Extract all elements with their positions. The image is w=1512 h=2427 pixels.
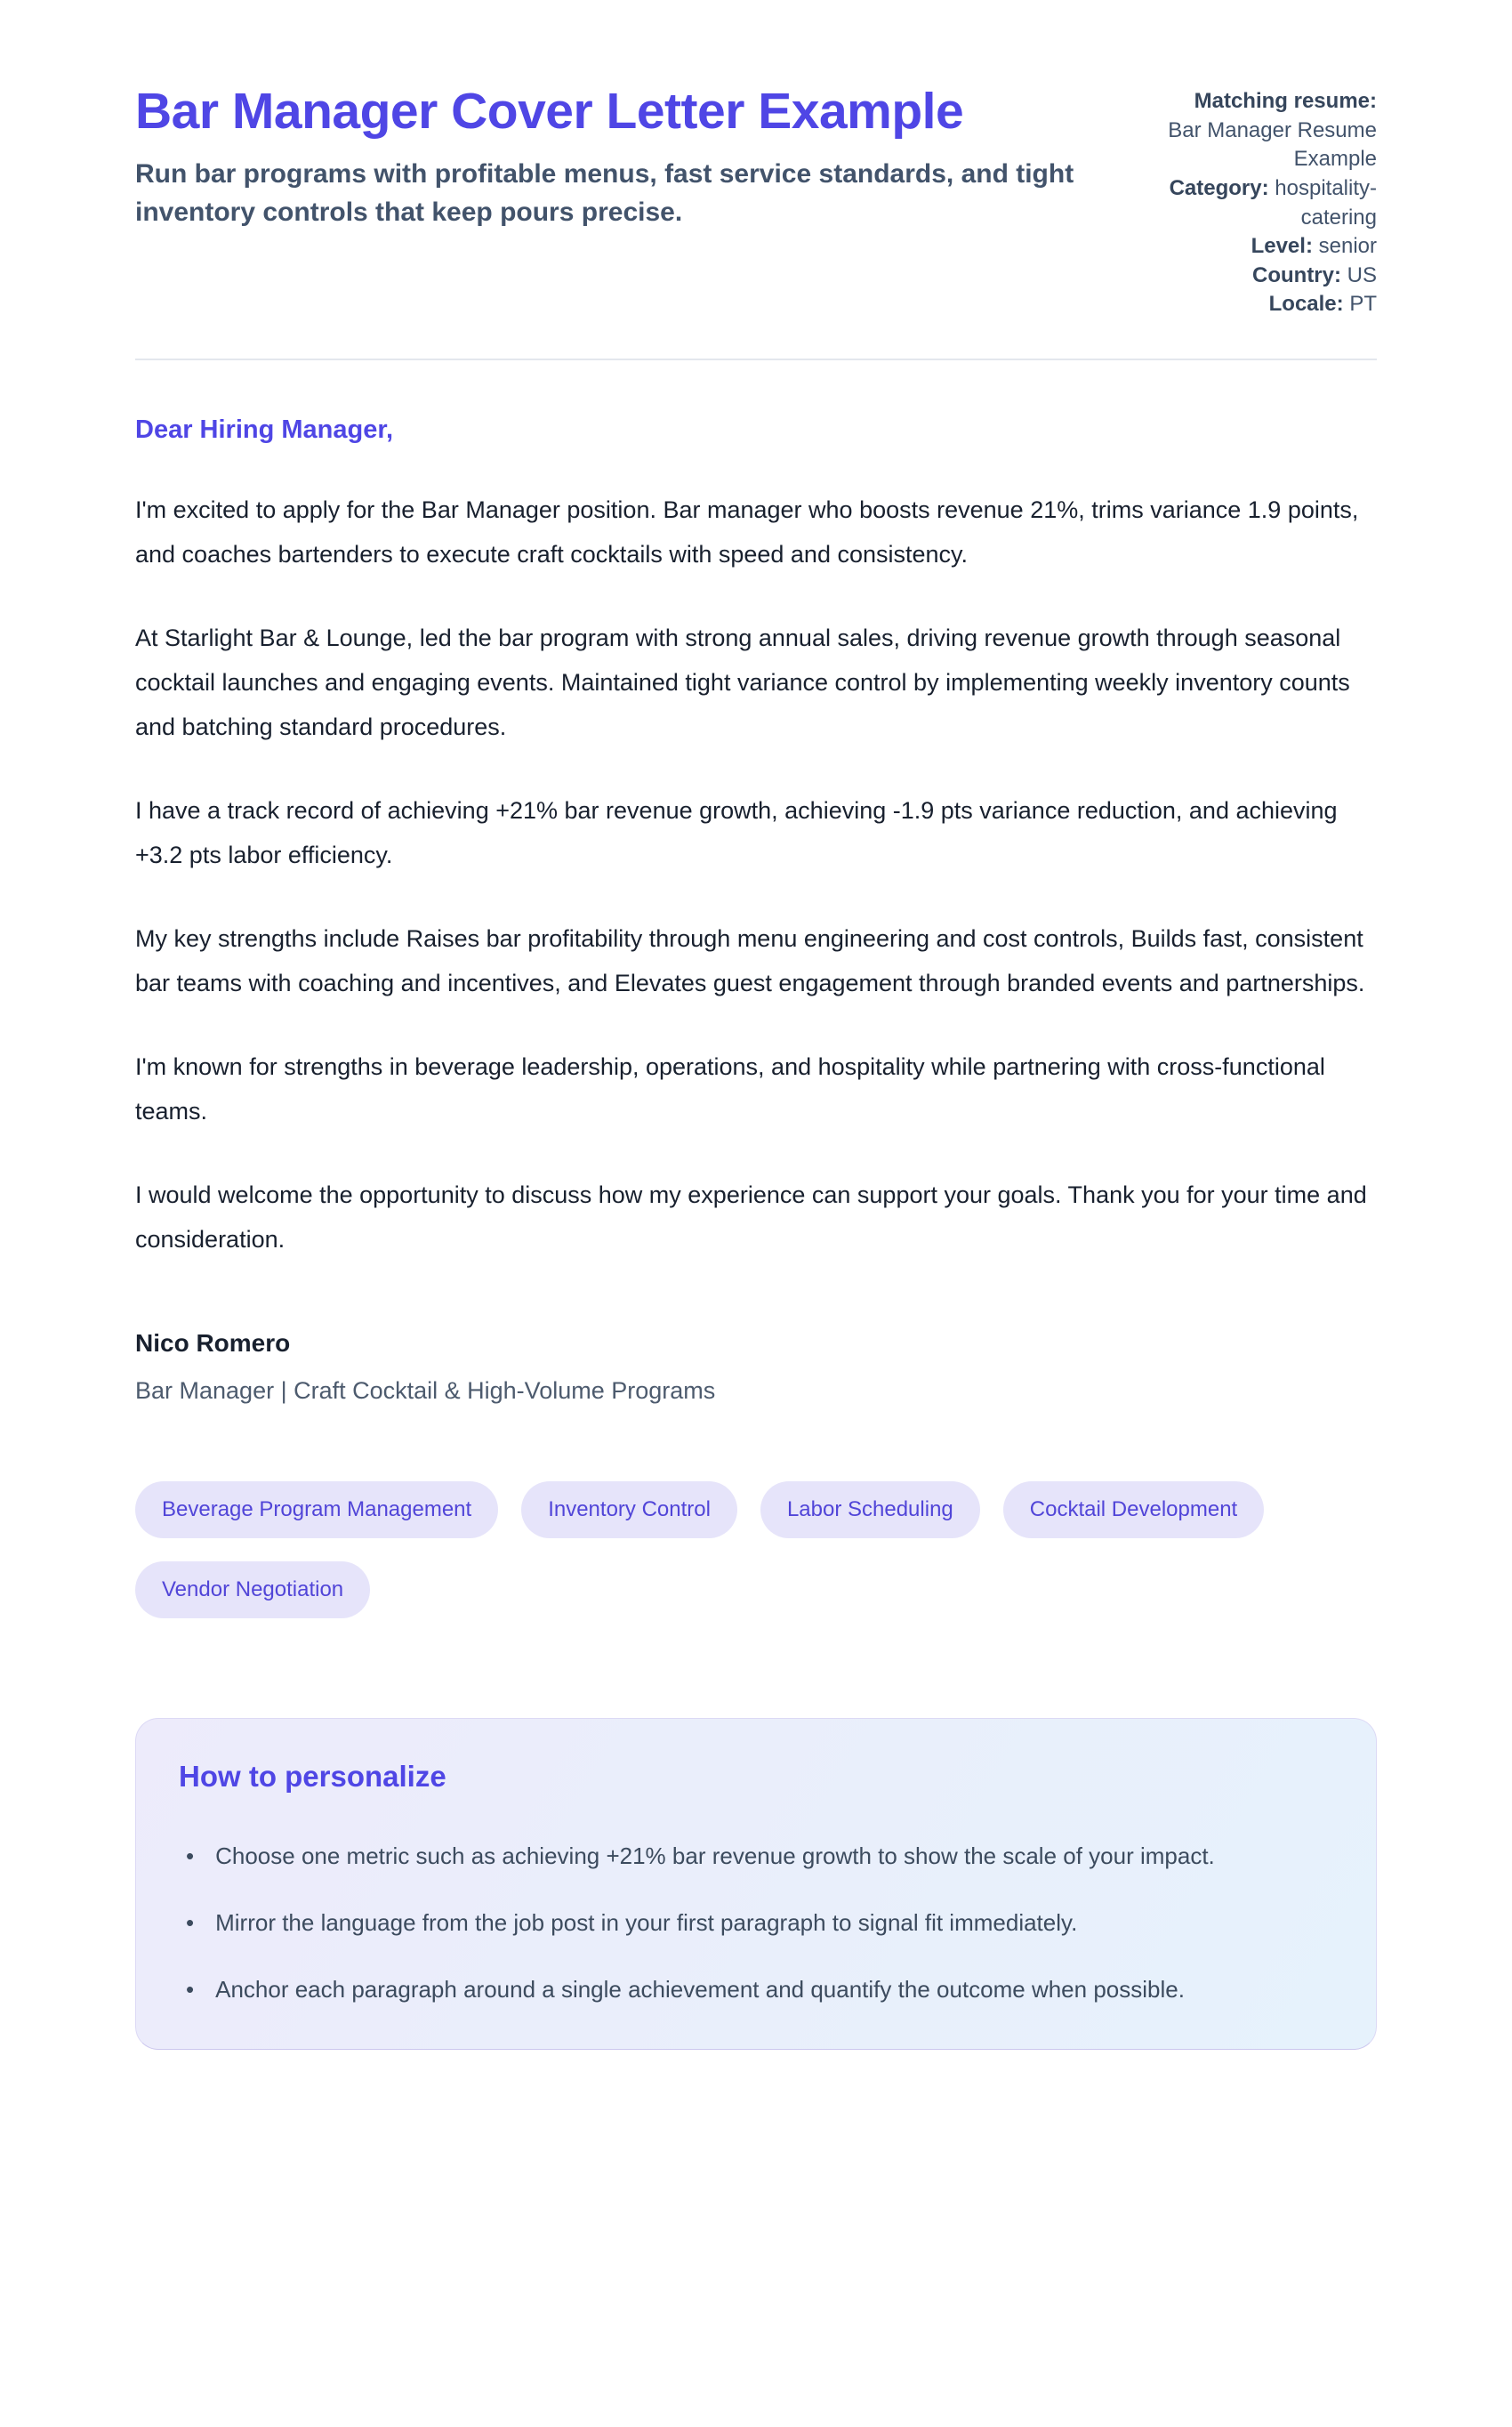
meta-matching-resume <box>1110 87 1377 174</box>
bullet-dot-icon: • <box>186 1909 195 1936</box>
meta-panel <box>1110 82 1377 319</box>
letter-paragraph: At Starlight Bar & Lounge, led the bar program with strong annual sales, driving revenue growth through seasonal cocktail launches and engaging events. Maintained tight variance control by implementing weekly inventory counts and batching standard procedures. <box>135 625 1350 740</box>
cover-letter-body <box>135 415 1377 1405</box>
letter-paragraph: I would welcome the opportunity to discuss how my experience can support your goals. Thank you for your time and consideration. <box>135 1181 1367 1253</box>
tip-item <box>186 1834 1307 1878</box>
meta-level-value: senior <box>1318 234 1377 259</box>
tips-card <box>135 1718 1377 2050</box>
letter-paragraph: I have a track record of achieving +21% bar revenue growth, achieving -1.9 pts variance reduction, and achieving +3.2 pts labor efficiency. <box>135 797 1338 868</box>
skill-tag[interactable]: Cocktail Development <box>1003 1481 1264 1538</box>
meta-country <box>1110 262 1377 291</box>
signature-name: Nico Romero <box>135 1329 291 1357</box>
tip-item <box>186 1901 1307 1945</box>
meta-locale-value: PT <box>1349 292 1377 317</box>
skill-tag[interactable]: Labor Scheduling <box>760 1481 980 1538</box>
meta-category <box>1110 174 1377 232</box>
meta-category-label: Category: <box>1169 175 1269 200</box>
tip-text: Choose one metric such as achieving +21% bar revenue growth to show the scale of your impact. <box>215 1842 1215 1869</box>
meta-country-label: Country: <box>1252 262 1341 287</box>
signature-role: Bar Manager | Craft Cocktail & High-Volume Programs <box>135 1377 716 1404</box>
meta-level-label: Level: <box>1251 234 1313 259</box>
page-subtitle: Run bar programs with profitable menus, fast service standards, and tight inventory controls that keep pours precise. <box>135 159 1074 227</box>
tips-heading: How to personalize <box>179 1760 446 1793</box>
letter-paragraph: My key strengths include Raises bar profitability through menu engineering and cost controls, Builds fast, consistent bar teams with coaching and incentives, and Elevates guest engagement through branded events and partnerships. <box>135 925 1365 996</box>
tips-list <box>179 1834 1333 2012</box>
divider <box>135 359 1377 360</box>
header-title-block <box>135 82 1074 319</box>
meta-locale-label: Locale: <box>1268 292 1344 317</box>
meta-matching-resume-label: Matching resume: <box>1194 89 1377 113</box>
skill-tag[interactable]: Vendor Negotiation <box>135 1561 370 1618</box>
skill-tag[interactable]: Beverage Program Management <box>135 1481 498 1538</box>
skill-tag[interactable]: Inventory Control <box>521 1481 737 1538</box>
letter-paragraph: I'm known for strengths in beverage leadership, operations, and hospitality while partnering with cross-functional teams. <box>135 1053 1325 1125</box>
meta-matching-resume-value: Bar Manager Resume Example <box>1168 117 1377 172</box>
header <box>135 82 1377 319</box>
skill-tag-list <box>135 1481 1377 1618</box>
bullet-dot-icon: • <box>186 1976 195 2003</box>
letter-paragraph: I'm excited to apply for the Bar Manager position. Bar manager who boosts revenue 21%, trims variance 1.9 points, and coaches bartenders to execute craft cocktails with speed and consistency. <box>135 496 1359 568</box>
tip-text: Mirror the language from the job post in your first paragraph to signal fit immediately. <box>215 1909 1078 1936</box>
letter-greeting: Dear Hiring Manager, <box>135 415 394 444</box>
tip-item <box>186 1968 1307 2012</box>
tip-text: Anchor each paragraph around a single achievement and quantify the outcome when possible. <box>215 1976 1185 2003</box>
page-title: Bar Manager Cover Letter Example <box>135 83 964 140</box>
meta-country-value: US <box>1347 262 1377 287</box>
meta-locale <box>1110 290 1377 319</box>
bullet-dot-icon: • <box>186 1842 195 1869</box>
meta-category-value: hospitality-catering <box>1275 175 1377 230</box>
meta-level <box>1110 232 1377 262</box>
